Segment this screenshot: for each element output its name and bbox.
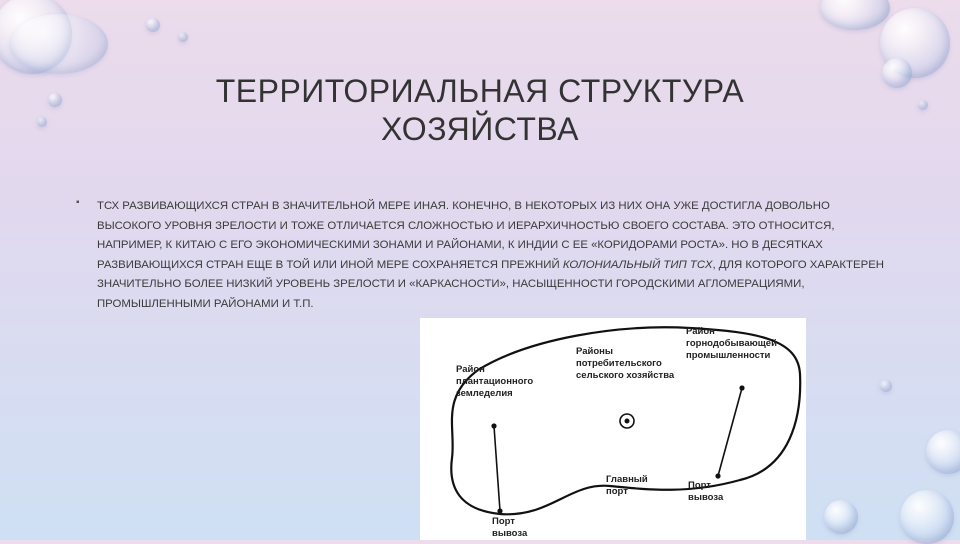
label-main-port: Главный порт	[606, 474, 648, 497]
port-marker-left	[497, 508, 502, 513]
water-drop-decoration	[820, 0, 890, 30]
label-consumer-agriculture: Районы потребительского сельского хозяйства	[576, 346, 675, 381]
water-drop-decoration	[824, 500, 858, 534]
body-paragraph	[97, 197, 887, 315]
water-drop-decoration	[178, 32, 188, 42]
water-drop-decoration	[10, 14, 108, 74]
water-drop-decoration	[900, 490, 954, 544]
label-plantation-region: Район плантационного земледелия	[456, 364, 534, 399]
title-line-2: ХОЗЯЙСТВА	[381, 111, 579, 147]
water-drop-decoration	[146, 18, 160, 32]
water-drop-decoration	[918, 100, 928, 110]
paragraph-emphasis: КОЛОНИАЛЬНЫЙ ТИП ТСХ	[562, 258, 713, 271]
territorial-structure-diagram	[420, 318, 806, 540]
water-drop-decoration	[882, 58, 912, 88]
region-marker-mining	[739, 385, 744, 390]
water-drop-decoration	[37, 117, 47, 127]
water-drop-decoration	[48, 93, 62, 107]
label-export-port-right: Порт вывоза	[688, 480, 724, 503]
label-mining-region: Район горнодобывающей промышленности	[686, 326, 777, 361]
route-line-plantation	[494, 426, 500, 511]
port-marker-right	[715, 473, 720, 478]
paragraph-text-2: , ДЛЯ КОТОРОГО ХАРАКТЕРЕН ЗНАЧИТЕЛЬНО БОЛЕЕ НИЗКИЙ УРОВЕНЬ ЗРЕЛОСТИ И «КАРКАСНОСТИ», НАСЫЩЕННОСТИ ГОРОДСКИМИ АГЛОМЕРАЦИЯМИ, ПРОМЫШЛЕННЫМИ РАЙОНАМИ И Т.П.	[97, 258, 885, 310]
paragraph-text-1: ТСХ РАЗВИВАЮЩИХСЯ СТРАН В ЗНАЧИТЕЛЬНОЙ МЕРЕ ИНАЯ. КОНЕЧНО, В НЕКОТОРЫХ ИЗ НИХ ОНА УЖЕ ДОСТИГЛА ДОВОЛЬНО ВЫСОКОГО УРОВНЯ ЗРЕЛОСТИ И ТОЖЕ ОТЛИЧАЕТСЯ СЛОЖНОСТЬЮ И ИЕРАРХИЧНОСТЬЮ СВОЕГО СОСТАВА. ЭТО ОТНОСИТСЯ, НАПРИМЕР, К КИТАЮ С ЕГО ЭКОНОМИЧЕСКИМИ ЗОНАМИ И РАЙОНАМИ, К ИНДИИ С ЕЕ «КОРИДОРАМИ РОСТА». НО В ДЕСЯТКАХ РАЗВИВАЮЩИХСЯ СТРАН ЕЩЕ В ТОЙ ИЛИ ИНОЙ МЕРЕ СОХРАНЯЕТСЯ ПРЕЖНИЙ	[97, 200, 835, 271]
slide-title	[130, 72, 830, 148]
label-export-port-left: Порт вывоза	[492, 516, 528, 539]
main-port-inner-dot	[625, 419, 630, 424]
water-drop-decoration	[880, 380, 892, 392]
water-drop-decoration	[926, 430, 960, 474]
region-marker-plantation	[491, 423, 496, 428]
title-line-1: ТЕРРИТОРИАЛЬНАЯ СТРУКТУРА	[215, 73, 745, 109]
bullet-marker: ▪	[76, 197, 80, 208]
route-line-mining	[718, 388, 742, 476]
